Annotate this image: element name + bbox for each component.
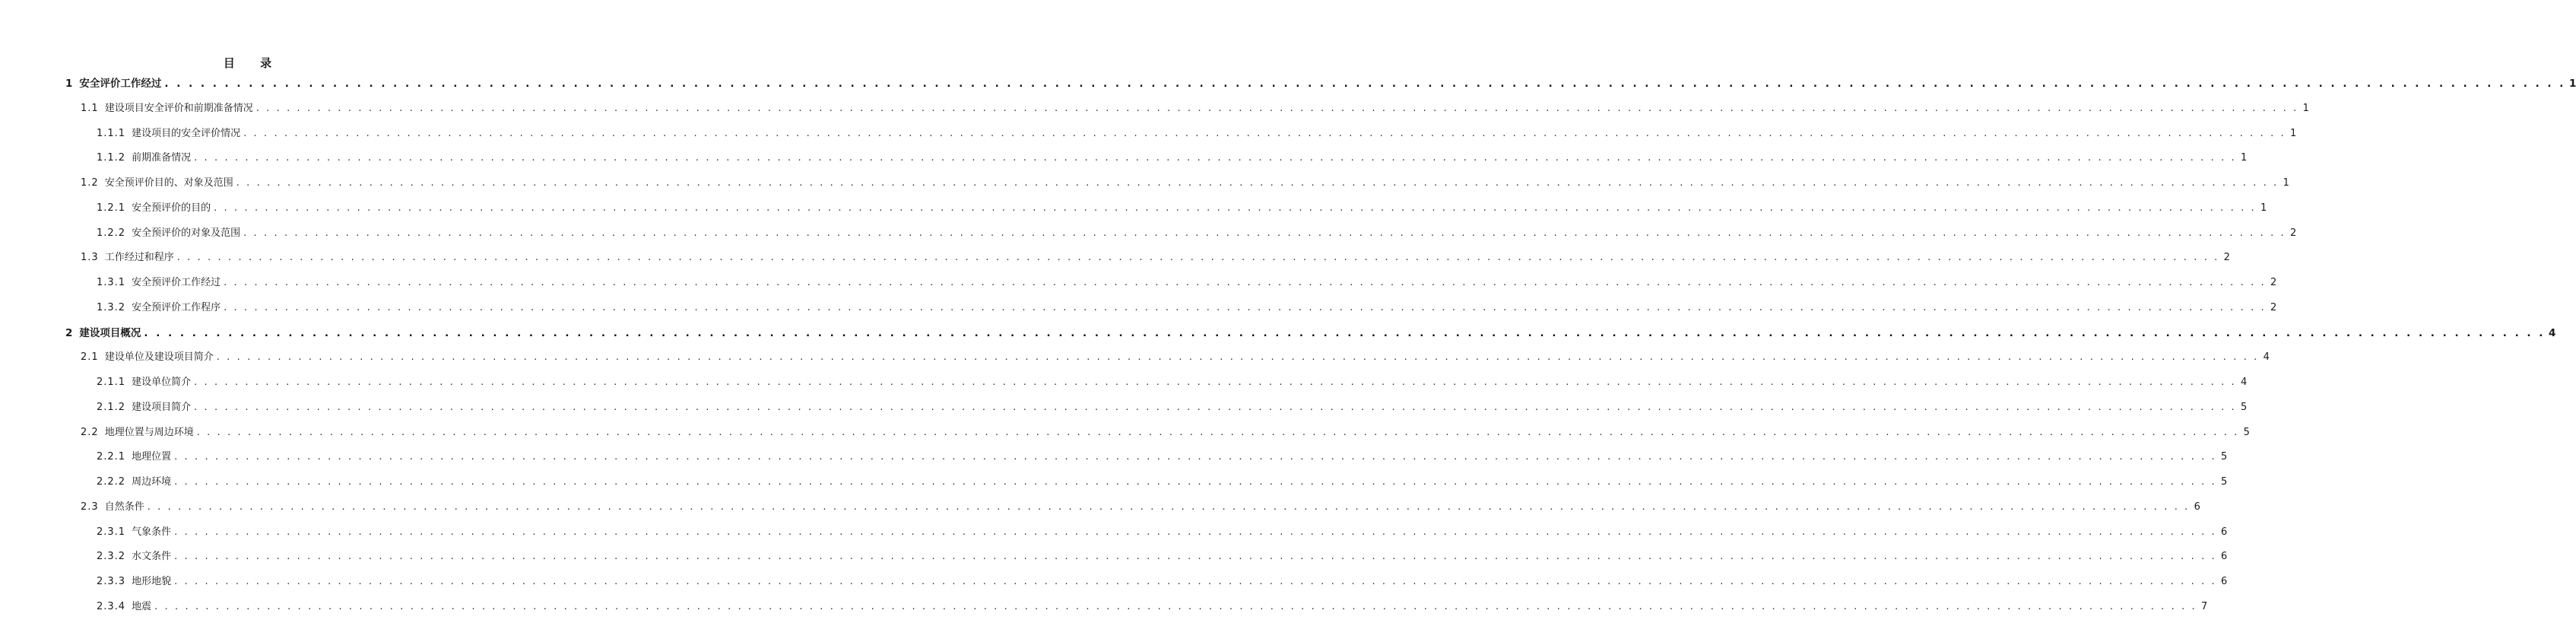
toc-entry-label: 水文条件 bbox=[132, 551, 172, 563]
toc-entry-number: 2.2.2 bbox=[97, 476, 126, 488]
toc-entry[interactable] bbox=[97, 375, 2248, 390]
toc-entry-page-number: 1 bbox=[2290, 127, 2297, 139]
toc-entry-page-number: 6 bbox=[2221, 576, 2228, 587]
toc-entry[interactable] bbox=[81, 500, 2200, 515]
toc-entry-number: 1 bbox=[65, 78, 74, 90]
toc-entry[interactable] bbox=[97, 549, 2228, 564]
toc-entry-page-number: 2 bbox=[2290, 227, 2297, 239]
toc-entry-label: 建设项目简介 bbox=[132, 401, 192, 413]
toc-leader-dots: . . . . . . . . . . . . . . . . . . . . . . . . . . . . . . . . . . . . . . . . . . . . . . . . . . . . . . . . . . . . . . . . . . . . . . . . . . . . . . . . . . . . . . . . . . . . . . . . . . . . . . . . . . . . . . . . . . . . . . . . . . . . . . . . . . . . . . . . . . . . . . . . . . . . . . . . . . . . . . . . . . . . . . . . . . . . . . . . . . . . . . . . . . . . . . . . . . . . . . . . bbox=[174, 551, 2217, 563]
toc-leader-dots: . . . . . . . . . . . . . . . . . . . . . . . . . . . . . . . . . . . . . . . . . . . . . . . . . . . . . . . . . . . . . . . . . . . . . . . . . . . . . . . . . . . . . . . . . . . . . . . . . . . . . . . . . . . . . . . . . . . . . . . . . . . . . . . . . . . . . . . . . . . . . . . . . . . . . . . . . . . . . . . . . . . . . . . . . . . . . . . . . . . . . . . . . . . . . . . . . . . . . . . . bbox=[176, 252, 2219, 264]
toc-leader-dots: . . . . . . . . . . . . . . . . . . . . . . . . . . . . . . . . . . . . . . . . . . . . . . . . . . . . . . . . . . . . . . . . . . . . . . . . . . . . . . . . . . . . . . . . . . . . . . . . . . . . . . . . . . . . . . . . . . . . . . . . . . . . . . . . . . . . . . . . . . . . . . . . . . . . . . . . . . . . . . . . . . . . . . . . . . . . . . . . . . . . . . . . . . . . . . . . . . . . . . . . bbox=[174, 476, 2217, 488]
toc-entry-page-number: 1 bbox=[2283, 177, 2289, 189]
toc-entry-label: 地理位置与周边环境 bbox=[104, 426, 194, 438]
toc-leader-dots: . . . . . . . . . . . . . . . . . . . . . . . . . . . . . . . . . . . . . . . . . . . . . . . . . . . . . . . . . . . . . . . . . . . . . . . . . . . . . . . . . . . . . . . . . . . . . . . . . . . . . . . . . . . . . . . . . . . . . . . . . . . . . . . . . . . . . . . . . . . . . . . . . . . . . . . . . . . . . . . . . . . . . . . . . . . . . . . . . . . . . . . . . . . . . . . . . . . . . . . . bbox=[236, 177, 2279, 189]
toc-entry-label: 工作经过和程序 bbox=[104, 252, 174, 264]
toc-entry-page-number: 1 bbox=[2241, 152, 2248, 164]
toc-entry-number: 2.1.1 bbox=[97, 377, 126, 388]
toc-entry-number: 1.2.1 bbox=[97, 202, 126, 214]
toc-entry-number: 2.2.1 bbox=[97, 451, 126, 463]
toc-entry[interactable] bbox=[97, 525, 2228, 540]
toc-leader-dots: . . . . . . . . . . . . . . . . . . . . . . . . . . . . . . . . . . . . . . . . . . . . . . . . . . . . . . . . . . . . . . . . . . . . . . . . . . . . . . . . . . . . . . . . . . . . . . . . . . . . . . . . . . . . . . . . . . . . . . . . . . . . . . . . . . . . . . . . . . . . . . . . . . . . . . . . . . . . . . . . . . . . . . . . . . . . . . . . . . . . . . . . . . . . . . . . . . . . . . . . bbox=[147, 501, 2190, 513]
toc-entry[interactable] bbox=[97, 275, 2277, 291]
toc-entry[interactable] bbox=[65, 76, 2576, 91]
toc-entry-number: 1.3.2 bbox=[97, 301, 126, 313]
toc-entry-label: 地形地貌 bbox=[132, 576, 172, 587]
toc-entry-number: 1.1.2 bbox=[97, 152, 126, 164]
toc-entry-number: 2.3.4 bbox=[97, 600, 126, 612]
toc-leader-dots: . . . . . . . . . . . . . . . . . . . . . . . . . . . . . . . . . . . . . . . . . . . . . . . . . . . . . . . . . . . . . . . . . . . . . . . . . . . . . . . . . . . . . . . . . . . . . . . . . . . . . . . . . . . . . . . . . . . . . . . . . . . . . . . . . . . . . . . . . . . . . . . . . . . . . . . . . . . . . . . . . . . . . . . . . . . . . . . . . . . . . . . . . . . . . . . . . . . . . . . . bbox=[174, 451, 2217, 463]
toc-entry[interactable] bbox=[81, 176, 2289, 191]
toc-entry-label: 安全预评价工作程序 bbox=[132, 301, 221, 313]
toc-entry-label: 前期准备情况 bbox=[132, 152, 192, 164]
toc-entry-page-number: 2 bbox=[2223, 252, 2230, 264]
toc-entry-page-number: 1 bbox=[2302, 102, 2309, 114]
toc-entry[interactable] bbox=[97, 126, 2297, 141]
toc-leader-dots: . . . . . . . . . . . . . . . . . . . . . . . . . . . . . . . . . . . . . . . . . . . . . . . . . . . . . . . . . . . . . . . . . . . . . . . . . . . . . . . . . . . . . . . . . . . . . . . . . . . . . . . . . . . . . . . . . . . . . . . . . . . . . . . . . . . . . . . . . . . . . . . . . . . . . . . . . . . . . . . . . . . . . . . . . . . . . . . . . . . . . . . . . . . . . . . . . . . . . . . . bbox=[224, 301, 2267, 313]
toc-entry-page-number: 4 bbox=[2263, 351, 2270, 364]
toc-entry-number: 2.3.3 bbox=[97, 576, 126, 587]
toc-leader-dots: . . . . . . . . . . . . . . . . . . . . . . . . . . . . . . . . . . . . . . . . . . . . . . . . . . . . . . . . . . . . . . . . . . . . . . . . . . . . . . . . . . . . . . . . . . . . . . . . . . . . . . . . . . . . . . . . . . . . . . . . . . . . . . . . . . . . . . . . . . . . . . . . . . . . . . . . . . . . . . . . . . . . . . . . . . . . . . . . . . . . . . . . . . . . . . . . . . . . . . . . bbox=[174, 526, 2217, 538]
toc-entry-label: 安全预评价工作经过 bbox=[132, 277, 221, 288]
toc-leader-dots: . . . . . . . . . . . . . . . . . . . . . . . . . . . . . . . . . . . . . . . . . . . . . . . . . . . . . . . . . . . . . . . . . . . . . . . . . . . . . . . . . . . . . . . . . . . . . . . . . . . . . . . . . . . . . . . . . . . . . . . . . . . . . . . . . . . . . . . . . . . . . . . . . . . . . . . . . . . . . . . . . . . . . . . . . . . . . . . . . . . . . . . . . . . . . . . . . . . . . . . . bbox=[224, 277, 2267, 288]
toc-entry-number: 1.2.2 bbox=[97, 227, 126, 239]
toc-entry-number: 2.3 bbox=[81, 501, 99, 513]
toc-entry-number: 1.1 bbox=[81, 102, 99, 114]
toc-entry-label: 地震 bbox=[132, 600, 152, 612]
toc-entry-page-number: 2 bbox=[2270, 301, 2277, 313]
toc-entry[interactable] bbox=[97, 201, 2267, 216]
toc-entry-label: 气象条件 bbox=[132, 526, 172, 538]
toc-entry-number: 2.2 bbox=[81, 426, 99, 438]
toc-leader-dots: . . . . . . . . . . . . . . . . . . . . . . . . . . . . . . . . . . . . . . . . . . . . . . . . . . . . . . . . . . . . . . . . . . . . . . . . . . . . . . . . . . . . . . . . . . . . . . . . . . . . . . . . . . . . . . . . . . . . . . . . . . . . . . . . . . . . . . . . . . . . . . . . . . . . . . . . . . . . . . . . . . . . . . . . . . . . . . . . . . . . . . . . . . . . . . . . . . . . . . . . bbox=[194, 152, 2237, 164]
toc-entry-number: 2.3.2 bbox=[97, 551, 126, 563]
toc-leader-dots: . . . . . . . . . . . . . . . . . . . . . . . . . . . . . . . . . . . . . . . . . . . . . . . . . . . . . . . . . . . . . . . . . . . . . . . . . . . . . . . . . . . . . . . . . . . . . . . . . . . . . . . . . . . . . . . . . . . . . . . . . . . . . . . . . . . . . . . . . . . . . . . . . . . . . . . . . . . . . . . . . . . . . . . . . . . . . . . . . . . . . . . . . . . . . . . . . . . . . . . . bbox=[174, 576, 2217, 587]
toc-leader-dots: . . . . . . . . . . . . . . . . . . . . . . . . . . . . . . . . . . . . . . . . . . . . . . . . . . . . . . . . . . . . . . . . . . . . . . . . . . . . . . . . . . . . . . . . . . . . . . . . . . . . . . . . . . . . . . . . . . . . . . . . . . . . . . . . . . . . . . . . . . . . . . . . . . . . . . . . . . . . . . . . . . . . . . . . . . . . . . . . . . . . . . . . . . . . . . . . . . . . . . . . bbox=[255, 102, 2298, 114]
toc-entry-number: 1.2 bbox=[81, 177, 99, 189]
toc-leader-dots: . . . . . . . . . . . . . . . . . . . . . . . . . . . . . . . . . . . . . . . . . . . . . . . . . . . . . . . . . . . . . . . . . . . . . . . . . . . . . . . . . . . . . . . . . . . . . . . . . . . . . . . . . . . . . . . . . . . . . . . . . . . . . . . . . . . . . . . . . . . . . . . . . . . . . . . . . . . . . . . . . . . . . . . . . . . . . . . . . . . . . . . . . . . . . . . . . . . . . . . . bbox=[154, 600, 2197, 612]
toc-entry[interactable] bbox=[81, 101, 2309, 116]
toc-entry-label: 建设项目概况 bbox=[79, 326, 141, 339]
toc-leader-dots: . . . . . . . . . . . . . . . . . . . . . . . . . . . . . . . . . . . . . . . . . . . . . . . . . . . . . . . . . . . . . . . . . . . . . . . . . . . . . . . . . . . . . . . . . . . . . . . . . . . . . . . . . . . . . . . . . . . . . . . . . . . . . . . . . . . . . . . . . . . . . . . . . . . . . . . . . . . . . . . . . . . . . . . . . . . . . . . . . . . . . . . . . . . . . . . . . . . . . . . . bbox=[194, 377, 2237, 388]
toc-entry-number: 2 bbox=[65, 326, 74, 339]
toc-entry[interactable] bbox=[81, 425, 2250, 440]
toc-entry-label: 建设项目安全评价和前期准备情况 bbox=[104, 102, 253, 114]
toc-entry[interactable] bbox=[65, 326, 2556, 341]
toc-entry-label: 安全评价工作经过 bbox=[79, 78, 162, 90]
toc-entry-page-number: 5 bbox=[2241, 401, 2248, 413]
toc-entry-label: 自然条件 bbox=[104, 501, 144, 513]
toc-entry[interactable] bbox=[97, 300, 2277, 316]
toc-entry-page-number: 5 bbox=[2243, 426, 2250, 438]
toc-entry[interactable] bbox=[97, 226, 2297, 241]
toc-entry-number: 2.1 bbox=[81, 351, 99, 364]
toc-entry[interactable] bbox=[97, 574, 2228, 590]
toc-entry-label: 建设项目的安全评价情况 bbox=[132, 127, 241, 139]
toc-leader-dots: . . . . . . . . . . . . . . . . . . . . . . . . . . . . . . . . . . . . . . . . . . . . . . . . . . . . . . . . . . . . . . . . . . . . . . . . . . . . . . . . . . . . . . . . . . . . . . . . . . . . . . . . . . . . . . . . . . . . . . . . . . . . . . . . . . . . . . . . . . . . . . . . . . . . . . . . . . . . . . . . . . . . . . . . . . . . . . . . . . . . . . . . . . . . . . . . . . . . . . . . bbox=[243, 227, 2286, 239]
toc-entry-page-number: 2 bbox=[2270, 277, 2277, 288]
page-title: 目 录 bbox=[223, 56, 283, 70]
toc-entry[interactable] bbox=[97, 599, 2208, 615]
toc-entry[interactable] bbox=[97, 151, 2248, 166]
toc-entry[interactable] bbox=[97, 475, 2228, 490]
toc-entry-page-number: 4 bbox=[2241, 377, 2248, 388]
toc-entry-number: 1.3.1 bbox=[97, 277, 126, 288]
toc-leader-dots: . . . . . . . . . . . . . . . . . . . . . . . . . . . . . . . . . . . . . . . . . . . . . . . . . . . . . . . . . . . . . . . . . . . . . . . . . . . . . . . . . . . . . . . . . . . . . . . . . . . . . . . . . . . . . . . . . . . . . . . . . . . . . . . . . . . . . . . . . . . . . . . . . . . . . . . . . . . . . . . . . . . . . . . . . . . . . . . . . . . . . . . . . . . . . . . . . . . . . . . . bbox=[144, 326, 2546, 339]
toc-entry-number: 1.3 bbox=[81, 252, 99, 264]
toc-entry-page-number: 6 bbox=[2221, 551, 2228, 563]
toc-entry-page-number: 1 bbox=[2568, 78, 2576, 90]
toc-entry-label: 地理位置 bbox=[132, 451, 172, 463]
toc-entry-label: 建设单位及建设项目简介 bbox=[104, 351, 214, 364]
toc-entry-page-number: 1 bbox=[2260, 202, 2267, 214]
toc-entry-page-number: 6 bbox=[2221, 526, 2228, 538]
toc-leader-dots: . . . . . . . . . . . . . . . . . . . . . . . . . . . . . . . . . . . . . . . . . . . . . . . . . . . . . . . . . . . . . . . . . . . . . . . . . . . . . . . . . . . . . . . . . . . . . . . . . . . . . . . . . . . . . . . . . . . . . . . . . . . . . . . . . . . . . . . . . . . . . . . . . . . . . . . . . . . . . . . . . . . . . . . . . . . . . . . . . . . . . . . . . . . . . . . . . . . . . . . . bbox=[194, 401, 2237, 413]
toc-leader-dots: . . . . . . . . . . . . . . . . . . . . . . . . . . . . . . . . . . . . . . . . . . . . . . . . . . . . . . . . . . . . . . . . . . . . . . . . . . . . . . . . . . . . . . . . . . . . . . . . . . . . . . . . . . . . . . . . . . . . . . . . . . . . . . . . . . . . . . . . . . . . . . . . . . . . . . . . . . . . . . . . . . . . . . . . . . . . . . . . . . . . . . . . . . . . . . . . . . . . . . . . bbox=[164, 78, 2566, 90]
toc-entry-label: 安全预评价的目的 bbox=[132, 202, 211, 214]
toc-entry-number: 2.1.2 bbox=[97, 401, 126, 413]
toc-entry-page-number: 7 bbox=[2201, 600, 2208, 612]
toc-leader-dots: . . . . . . . . . . . . . . . . . . . . . . . . . . . . . . . . . . . . . . . . . . . . . . . . . . . . . . . . . . . . . . . . . . . . . . . . . . . . . . . . . . . . . . . . . . . . . . . . . . . . . . . . . . . . . . . . . . . . . . . . . . . . . . . . . . . . . . . . . . . . . . . . . . . . . . . . . . . . . . . . . . . . . . . . . . . . . . . . . . . . . . . . . . . . . . . . . . . . . . . . bbox=[214, 202, 2257, 214]
toc-entry-label: 周边环境 bbox=[132, 476, 172, 488]
toc-entry-label: 建设单位简介 bbox=[132, 377, 192, 388]
toc-entry-number: 2.3.1 bbox=[97, 526, 126, 538]
toc-entry-label: 安全预评价的对象及范围 bbox=[132, 227, 241, 239]
toc-entry[interactable] bbox=[81, 250, 2230, 265]
toc-entry-label: 安全预评价目的、对象及范围 bbox=[104, 177, 233, 189]
toc-entry-page-number: 4 bbox=[2548, 326, 2556, 339]
toc-entry[interactable] bbox=[97, 400, 2248, 415]
toc-entry-page-number: 5 bbox=[2221, 451, 2228, 463]
toc-entry[interactable] bbox=[81, 350, 2270, 365]
toc-entry[interactable] bbox=[97, 450, 2228, 465]
toc-entry-page-number: 6 bbox=[2194, 501, 2200, 513]
toc-leader-dots: . . . . . . . . . . . . . . . . . . . . . . . . . . . . . . . . . . . . . . . . . . . . . . . . . . . . . . . . . . . . . . . . . . . . . . . . . . . . . . . . . . . . . . . . . . . . . . . . . . . . . . . . . . . . . . . . . . . . . . . . . . . . . . . . . . . . . . . . . . . . . . . . . . . . . . . . . . . . . . . . . . . . . . . . . . . . . . . . . . . . . . . . . . . . . . . . . . . . . . . . bbox=[243, 127, 2286, 139]
toc-entry-page-number: 5 bbox=[2221, 476, 2228, 488]
toc-leader-dots: . . . . . . . . . . . . . . . . . . . . . . . . . . . . . . . . . . . . . . . . . . . . . . . . . . . . . . . . . . . . . . . . . . . . . . . . . . . . . . . . . . . . . . . . . . . . . . . . . . . . . . . . . . . . . . . . . . . . . . . . . . . . . . . . . . . . . . . . . . . . . . . . . . . . . . . . . . . . . . . . . . . . . . . . . . . . . . . . . . . . . . . . . . . . . . . . . . . . . . . . bbox=[216, 351, 2259, 364]
toc-leader-dots: . . . . . . . . . . . . . . . . . . . . . . . . . . . . . . . . . . . . . . . . . . . . . . . . . . . . . . . . . . . . . . . . . . . . . . . . . . . . . . . . . . . . . . . . . . . . . . . . . . . . . . . . . . . . . . . . . . . . . . . . . . . . . . . . . . . . . . . . . . . . . . . . . . . . . . . . . . . . . . . . . . . . . . . . . . . . . . . . . . . . . . . . . . . . . . . . . . . . . . . . bbox=[196, 426, 2239, 438]
toc-entry-number: 1.1.1 bbox=[97, 127, 126, 139]
